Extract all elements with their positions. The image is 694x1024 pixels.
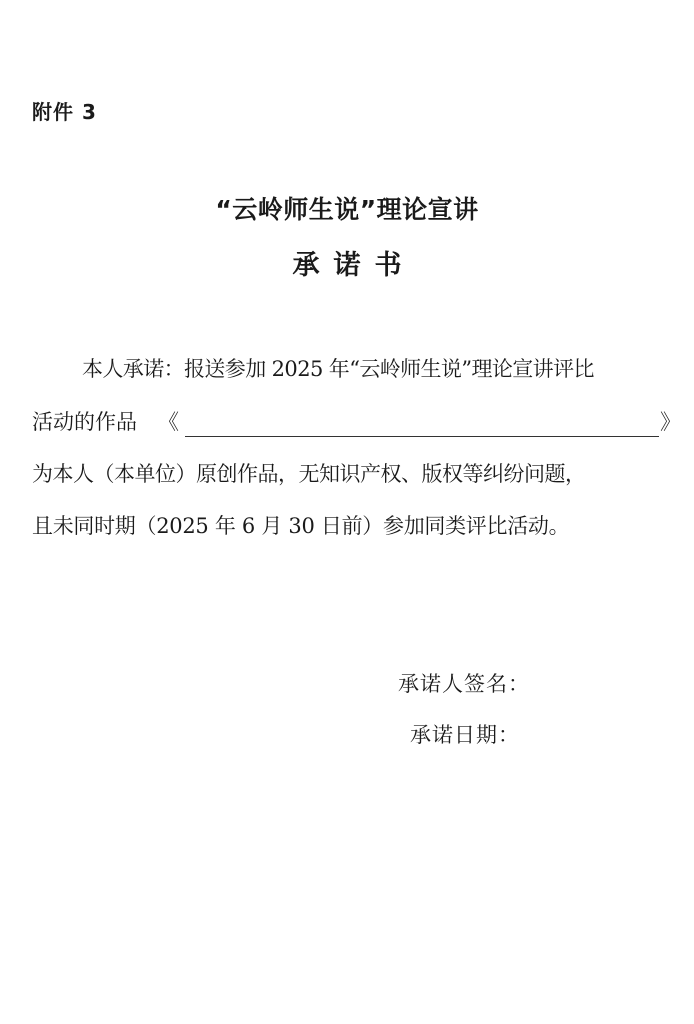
document-subtitle: 承诺书: [292, 250, 416, 281]
pledge-text-line-4: 且未同时期（2025 年 6 月 30 日前）参加同类评比活动。: [32, 514, 570, 538]
work-title-blank[interactable]: [185, 436, 659, 437]
attachment-label: 附件 3: [32, 100, 97, 124]
pledge-text-line-2: 活动的作品: [32, 410, 137, 434]
signature-name-label: 承诺人签名：: [398, 672, 530, 696]
title-bracket-close: 》: [660, 410, 681, 434]
signature-date-label: 承诺日期：: [410, 723, 520, 747]
title-bracket-open: 《: [158, 410, 179, 434]
pledge-text-line-1: 本人承诺：报送参加 2025 年“云岭师生说”理论宣讲评比: [82, 357, 594, 381]
document-title: “云岭师生说”理论宣讲: [215, 195, 479, 224]
pledge-text-line-3: 为本人（本单位）原创作品，无知识产权、版权等纠纷问题，: [32, 462, 586, 486]
